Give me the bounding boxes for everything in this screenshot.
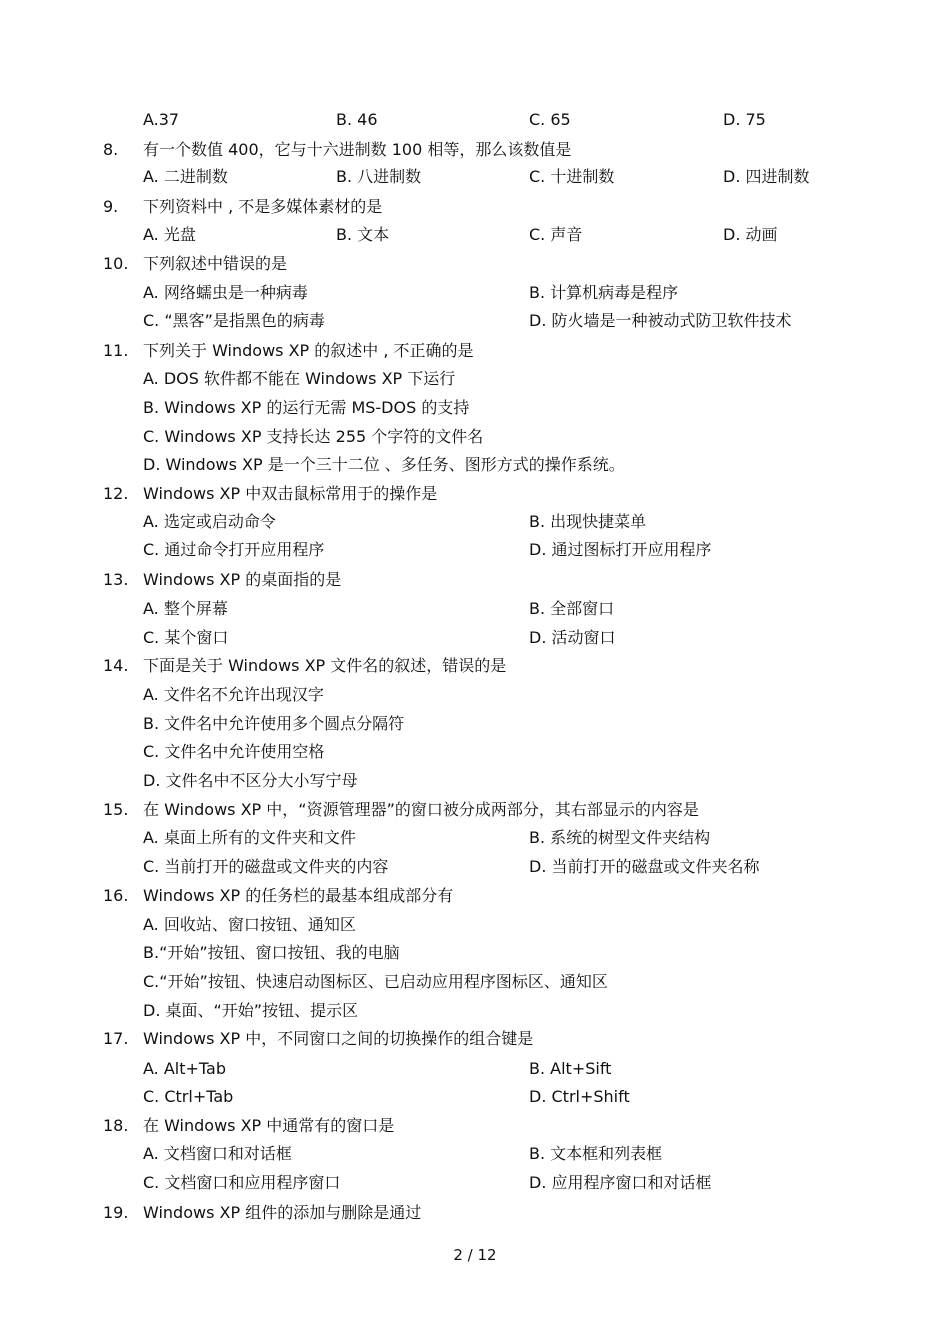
q14-option-a: A. 文件名不允许出现汉字	[143, 685, 324, 704]
q9-number: 9.	[103, 197, 119, 216]
q14-question: 下面是关于 Windows XP 文件名的叙述，错误的是	[143, 656, 507, 675]
q18-question: 在 Windows XP 中通常有的窗口是	[143, 1116, 395, 1135]
q8-option-a: A. 二进制数	[143, 167, 228, 186]
q18-number: 18.	[103, 1116, 129, 1135]
q17-option-b: B. Alt+Sift	[529, 1059, 612, 1078]
q10-option-a: A. 网络蠕虫是一种病毒	[143, 283, 308, 302]
q15-option-c: C. 当前打开的磁盘或文件夹的内容	[143, 857, 389, 876]
q7-option-c: C. 65	[529, 110, 571, 129]
q17-option-a: A. Alt+Tab	[143, 1059, 226, 1078]
q11-option-b: B. Windows XP 的运行无需 MS-DOS 的支持	[143, 398, 470, 417]
q16-number: 16.	[103, 886, 129, 905]
page-indicator: 2 / 12	[453, 1246, 497, 1264]
q15-option-b: B. 系统的树型文件夹结构	[529, 828, 711, 847]
q16-option-c: C.“开始”按钮、快速启动图标区、已启动应用程序图标区、通知区	[143, 972, 608, 991]
q10-number: 10.	[103, 254, 129, 273]
q17-number: 17.	[103, 1029, 129, 1048]
q15-option-a: A. 桌面上所有的文件夹和文件	[143, 828, 356, 847]
q17-question: Windows XP 中，不同窗口之间的切换操作的组合键是	[143, 1029, 534, 1048]
q16-option-b: B.“开始”按钮、窗口按钮、我的电脑	[143, 943, 400, 962]
q13-option-a: A. 整个屏幕	[143, 599, 228, 618]
q12-option-d: D. 通过图标打开应用程序	[529, 540, 712, 559]
q8-question: 有一个数值 400，它与十六进制数 100 相等，那么该数值是	[143, 140, 572, 159]
q17-option-d: D. Ctrl+Shift	[529, 1087, 630, 1106]
q13-question: Windows XP 的桌面指的是	[143, 570, 342, 589]
q9-option-b: B. 文本	[336, 225, 390, 244]
q14-option-b: B. 文件名中允许使用多个圆点分隔符	[143, 714, 405, 733]
q9-option-d: D. 动画	[723, 225, 778, 244]
q12-question: Windows XP 中双击鼠标常用于的操作是	[143, 484, 438, 503]
q19-number: 19.	[103, 1203, 129, 1222]
q17-option-c: C. Ctrl+Tab	[143, 1087, 234, 1106]
q18-option-c: C. 文档窗口和应用程序窗口	[143, 1173, 341, 1192]
q10-option-d: D. 防火墙是一种被动式防卫软件技术	[529, 311, 792, 330]
q18-option-b: B. 文本框和列表框	[529, 1144, 663, 1163]
q11-number: 11.	[103, 341, 129, 360]
q11-question: 下列关于 Windows XP 的叙述中 , 不正确的是	[143, 341, 474, 360]
q14-option-c: C. 文件名中允许使用空格	[143, 742, 325, 761]
q12-option-b: B. 出现快捷菜单	[529, 512, 647, 531]
q7-option-a: A.37	[143, 110, 180, 129]
q15-number: 15.	[103, 800, 129, 819]
q10-option-c: C. “黑客”是指黑色的病毒	[143, 311, 325, 330]
q11-option-d: D. Windows XP 是一个三十二位 、多任务、图形方式的操作系统。	[143, 455, 625, 474]
q8-option-c: C. 十进制数	[529, 167, 615, 186]
q13-option-c: C. 某个窗口	[143, 628, 229, 647]
q12-number: 12.	[103, 484, 129, 503]
q13-number: 13.	[103, 570, 129, 589]
q16-question: Windows XP 的任务栏的最基本组成部分有	[143, 886, 454, 905]
q18-option-a: A. 文档窗口和对话框	[143, 1144, 292, 1163]
q16-option-d: D. 桌面、“开始”按钮、提示区	[143, 1001, 359, 1020]
q15-question: 在 Windows XP 中，“资源管理器”的窗口被分成两部分，其右部显示的内容是	[143, 800, 699, 819]
q9-option-c: C. 声音	[529, 225, 583, 244]
q16-option-a: A. 回收站、窗口按钮、通知区	[143, 915, 356, 934]
q8-option-b: B. 八进制数	[336, 167, 422, 186]
q11-option-c: C. Windows XP 支持长达 255 个字符的文件名	[143, 427, 484, 446]
q9-option-a: A. 光盘	[143, 225, 196, 244]
q13-option-b: B. 全部窗口	[529, 599, 615, 618]
q19-question: Windows XP 组件的添加与删除是通过	[143, 1203, 422, 1222]
q12-option-a: A. 选定或启动命令	[143, 512, 276, 531]
q14-option-d: D. 文件名中不区分大小写宁母	[143, 771, 358, 790]
q8-option-d: D. 四进制数	[723, 167, 810, 186]
q10-option-b: B. 计算机病毒是程序	[529, 283, 679, 302]
q15-option-d: D. 当前打开的磁盘或文件夹名称	[529, 857, 760, 876]
q13-option-d: D. 活动窗口	[529, 628, 616, 647]
q14-number: 14.	[103, 656, 129, 675]
q12-option-c: C. 通过命令打开应用程序	[143, 540, 325, 559]
q8-number: 8.	[103, 140, 119, 159]
q10-question: 下列叙述中错误的是	[143, 254, 288, 273]
q11-option-a: A. DOS 软件都不能在 Windows XP 下运行	[143, 369, 456, 388]
q7-option-b: B. 46	[336, 110, 378, 129]
q18-option-d: D. 应用程序窗口和对话框	[529, 1173, 712, 1192]
q9-question: 下列资料中 , 不是多媒体素材的是	[143, 197, 383, 216]
q7-option-d: D. 75	[723, 110, 766, 129]
